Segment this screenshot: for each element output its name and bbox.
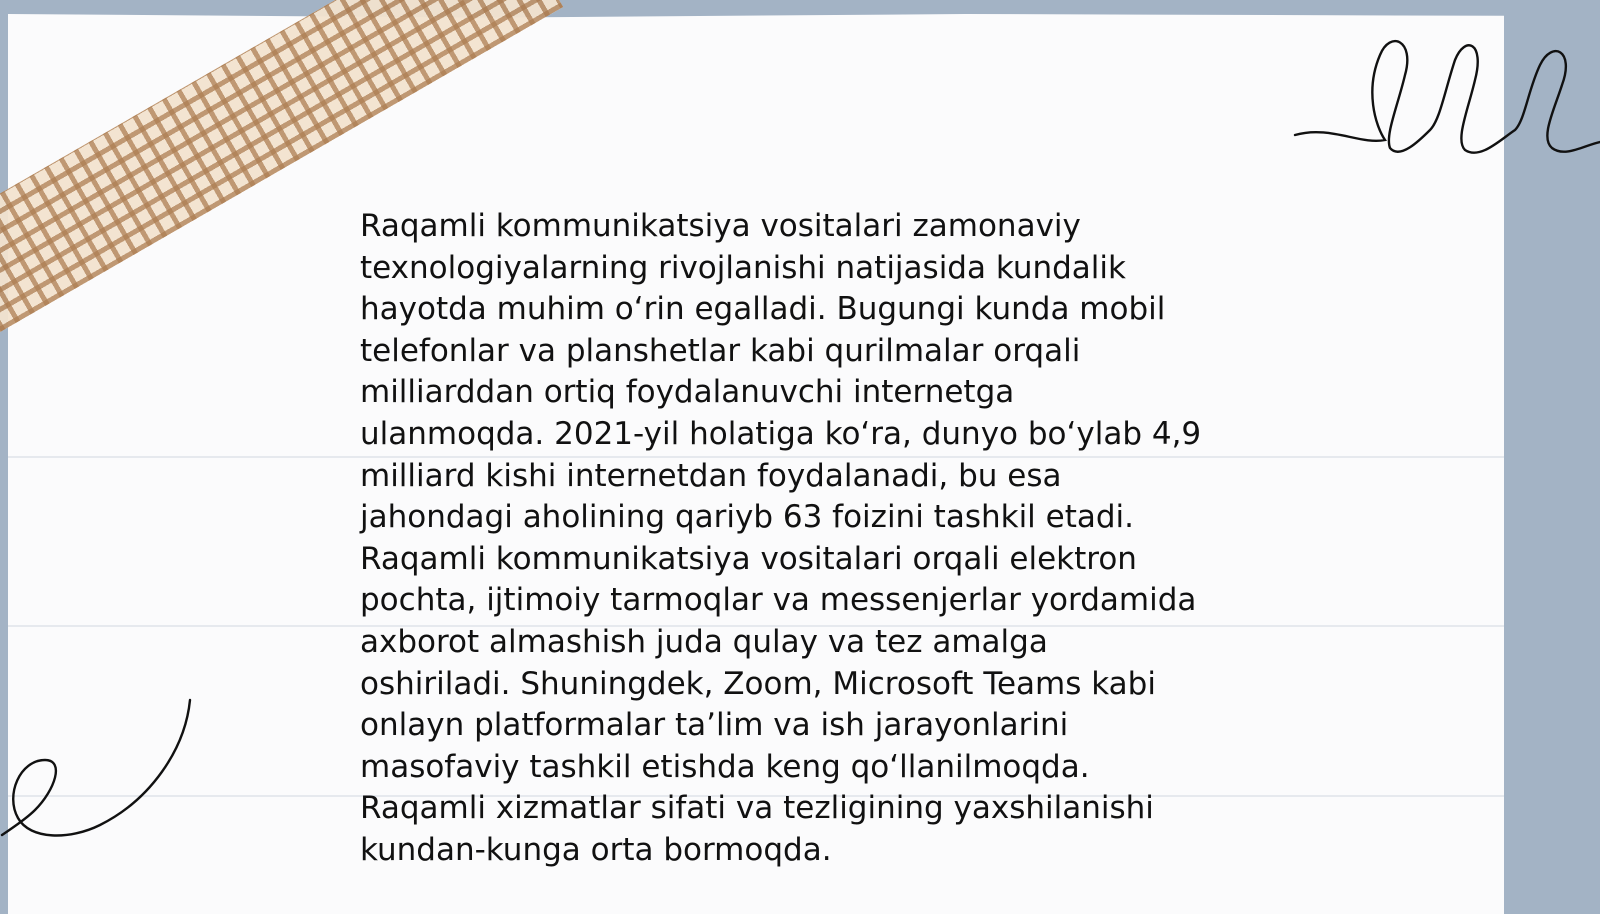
text-line: onlayn platformalar ta’lim va ish jarayonlarini bbox=[360, 707, 1069, 744]
text-line: Raqamli xizmatlar sifati va tezligining yaxshilanishi bbox=[360, 790, 1154, 827]
text-line: texnologiyalarning rivojlanishi natijasida kundalik bbox=[360, 249, 1126, 286]
text-line: axborot almashish juda qulay va tez amalga bbox=[360, 623, 1048, 660]
text-line: milliarddan ortiq foydalanuvchi internetga bbox=[360, 374, 1015, 411]
text-line: Raqamli kommunikatsiya vositalari zamonaviy bbox=[360, 208, 1081, 244]
text-line: jahondagi aholining qariyb 63 foizini tashkil etadi. bbox=[360, 499, 1135, 536]
loop-doodle-icon bbox=[1290, 30, 1600, 160]
slide-body-text bbox=[360, 206, 1260, 872]
text-line: Raqamli kommunikatsiya vositalari orqali elektron bbox=[360, 540, 1137, 577]
swirl-doodle-icon bbox=[0, 690, 200, 850]
text-line: pochta, ijtimoiy tarmoqlar va messenjerlar yordamida bbox=[360, 582, 1197, 619]
text-line: oshiriladi. Shuningdek, Zoom, Microsoft Teams kabi bbox=[360, 665, 1156, 702]
text-line: milliard kishi internetdan foydalanadi, bu esa bbox=[360, 457, 1062, 494]
text-line: kundan-kunga orta bormoqda. bbox=[360, 831, 832, 868]
text-line: ulanmoqda. 2021-yil holatiga ko‘ra, dunyo bo‘ylab 4,9 bbox=[360, 415, 1202, 452]
text-line: hayotda muhim o‘rin egalladi. Bugungi kunda mobil bbox=[360, 291, 1166, 328]
text-line: telefonlar va planshetlar kabi qurilmalar orqali bbox=[360, 332, 1081, 369]
text-line: masofaviy tashkil etishda keng qo‘llanilmoqda. bbox=[360, 748, 1090, 785]
